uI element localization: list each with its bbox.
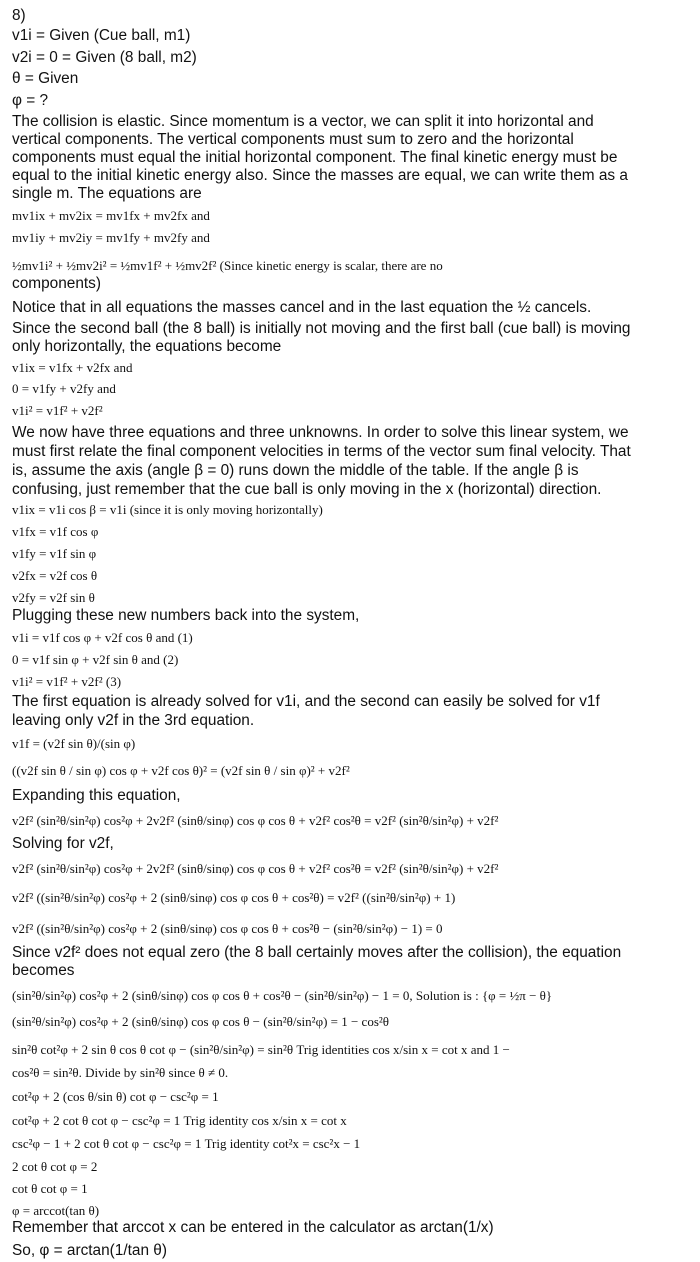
text-line: components must equal the initial horizontal component. The final kinetic energy must be [12,149,618,166]
equation-line: 0 = v1f sin φ + v2f sin θ and (2) [12,652,179,667]
text-line: Since the second ball (the 8 ball) is initially not moving and the first ball (cue ball) is moving [12,320,631,337]
equation-line: ((v2f sin θ / sin φ) cos φ + v2f cos θ)² = (v2f sin θ / sin φ)² + v2f² [12,763,350,778]
text-line: So, φ = arctan(1/tan θ) [12,1242,167,1259]
text-line: We now have three equations and three unknowns. In order to solve this linear system, we [12,424,629,441]
text-line: The first equation is already solved for v1i, and the second can easily be solved for v1f [12,693,600,710]
equation-line: v2f² ((sin²θ/sin²φ) cos²φ + 2 (sinθ/sinφ) cos φ cos θ + cos²θ − (sin²θ/sin²φ) − 1) = 0 [12,921,443,936]
equation-line: v1i² = v1f² + v2f² [12,403,103,418]
text-line: components) [12,275,101,292]
text-line: vertical components. The vertical components must sum to zero and the horizontal [12,131,574,148]
text-line: Notice that in all equations the masses cancel and in the last equation the ½ cancels. [12,299,592,316]
equation-line: (sin²θ/sin²φ) cos²φ + 2 (sinθ/sinφ) cos φ cos θ + cos²θ − (sin²θ/sin²φ) − 1 = 0, Solution is : {φ = ½π − θ} [12,988,553,1003]
text-line: confusing, just remember that the cue ball is only moving in the x (horizontal) direction. [12,481,602,498]
equation-line: csc²φ − 1 + 2 cot θ cot φ − csc²φ = 1 Trig identity cot²x = csc²x − 1 [12,1136,361,1151]
equation-line: cot θ cot φ = 1 [12,1181,88,1196]
text-line: only horizontally, the equations become [12,338,282,355]
equation-line: cos²θ = sin²θ. Divide by sin²θ since θ ≠ 0. [12,1065,229,1080]
equation-line: 2 cot θ cot φ = 2 [12,1159,98,1174]
text-line: Since v2f² does not equal zero (the 8 ball certainly moves after the collision), the equation [12,944,622,961]
equation-line: φ = arccot(tan θ) [12,1203,100,1218]
text-line: Solving for v2f, [12,835,114,852]
equation-line: cot²φ + 2 (cos θ/sin θ) cot φ − csc²φ = 1 [12,1089,219,1104]
equation-line: cot²φ + 2 cot θ cot φ − csc²φ = 1 Trig identity cos x/sin x = cot x [12,1113,347,1128]
equation-line: v2f² (sin²θ/sin²φ) cos²φ + 2v2f² (sinθ/sinφ) cos φ cos θ + v2f² cos²θ = v2f² (sin²θ/sin²φ) + v2f² [12,861,499,876]
text-line: Expanding this equation, [12,787,181,804]
equation-line: 0 = v1fy + v2fy and [12,381,116,396]
equation-line: v1i = v1f cos φ + v2f cos θ and (1) [12,630,193,645]
text-line: equal to the initial kinetic energy also. Since the masses are equal, we can write them as a [12,167,628,184]
equation-line: mv1ix + mv2ix = mv1fx + mv2fx and [12,208,210,223]
text-line: φ = ? [12,92,49,109]
equation-line: sin²θ cot²φ + 2 sin θ cos θ cot φ − (sin²θ/sin²φ) = sin²θ Trig identities cos x/sin x = cot x and 1 − [12,1042,510,1057]
equation-line: v2fy = v2f sin θ [12,590,95,605]
text-line: leaving only v2f in the 3rd equation. [12,712,255,729]
equation-line: (sin²θ/sin²φ) cos²φ + 2 (sinθ/sinφ) cos φ cos θ − (sin²θ/sin²φ) = 1 − cos²θ [12,1014,390,1029]
text-line: is, assume the axis (angle β = 0) runs down the middle of the table. If the angle β is [12,462,579,479]
text-line: θ = Given [12,70,79,87]
text-line: single m. The equations are [12,185,202,202]
equation-line: v2fx = v2f cos θ [12,568,98,583]
text-line: Remember that arccot x can be entered in the calculator as arctan(1/x) [12,1219,494,1236]
text-line: v1i = Given (Cue ball, m1) [12,27,191,44]
equation-line: v1ix = v1fx + v2fx and [12,360,133,375]
text-line: must first relate the final component velocities in terms of the vector sum final velocity. That [12,443,631,460]
equation-line: v1ix = v1i cos β = v1i (since it is only moving horizontally) [12,502,323,517]
text-line: 8) [12,7,26,24]
equation-line: v1fx = v1f cos φ [12,524,99,539]
equation-line: v2f² (sin²θ/sin²φ) cos²φ + 2v2f² (sinθ/sinφ) cos φ cos θ + v2f² cos²θ = v2f² (sin²θ/sin²φ) + v2f² [12,813,499,828]
equation-line: mv1iy + mv2iy = mv1fy + mv2fy and [12,230,210,245]
text-line: becomes [12,962,75,979]
text-line: Plugging these new numbers back into the system, [12,607,360,624]
equation-line: v1f = (v2f sin θ)/(sin φ) [12,736,136,751]
equation-line: v2f² ((sin²θ/sin²φ) cos²φ + 2 (sinθ/sinφ) cos φ cos θ + cos²θ) = v2f² ((sin²θ/sin²φ) + 1) [12,890,456,905]
text-line: v2i = 0 = Given (8 ball, m2) [12,49,197,66]
equation-line: v1i² = v1f² + v2f² (3) [12,674,122,689]
equation-line: ½mv1i² + ½mv2i² = ½mv1f² + ½mv2f² (Since kinetic energy is scalar, there are no [12,258,443,273]
text-line: The collision is elastic. Since momentum is a vector, we can split it into horizontal and [12,113,594,130]
equation-line: v1fy = v1f sin φ [12,546,97,561]
